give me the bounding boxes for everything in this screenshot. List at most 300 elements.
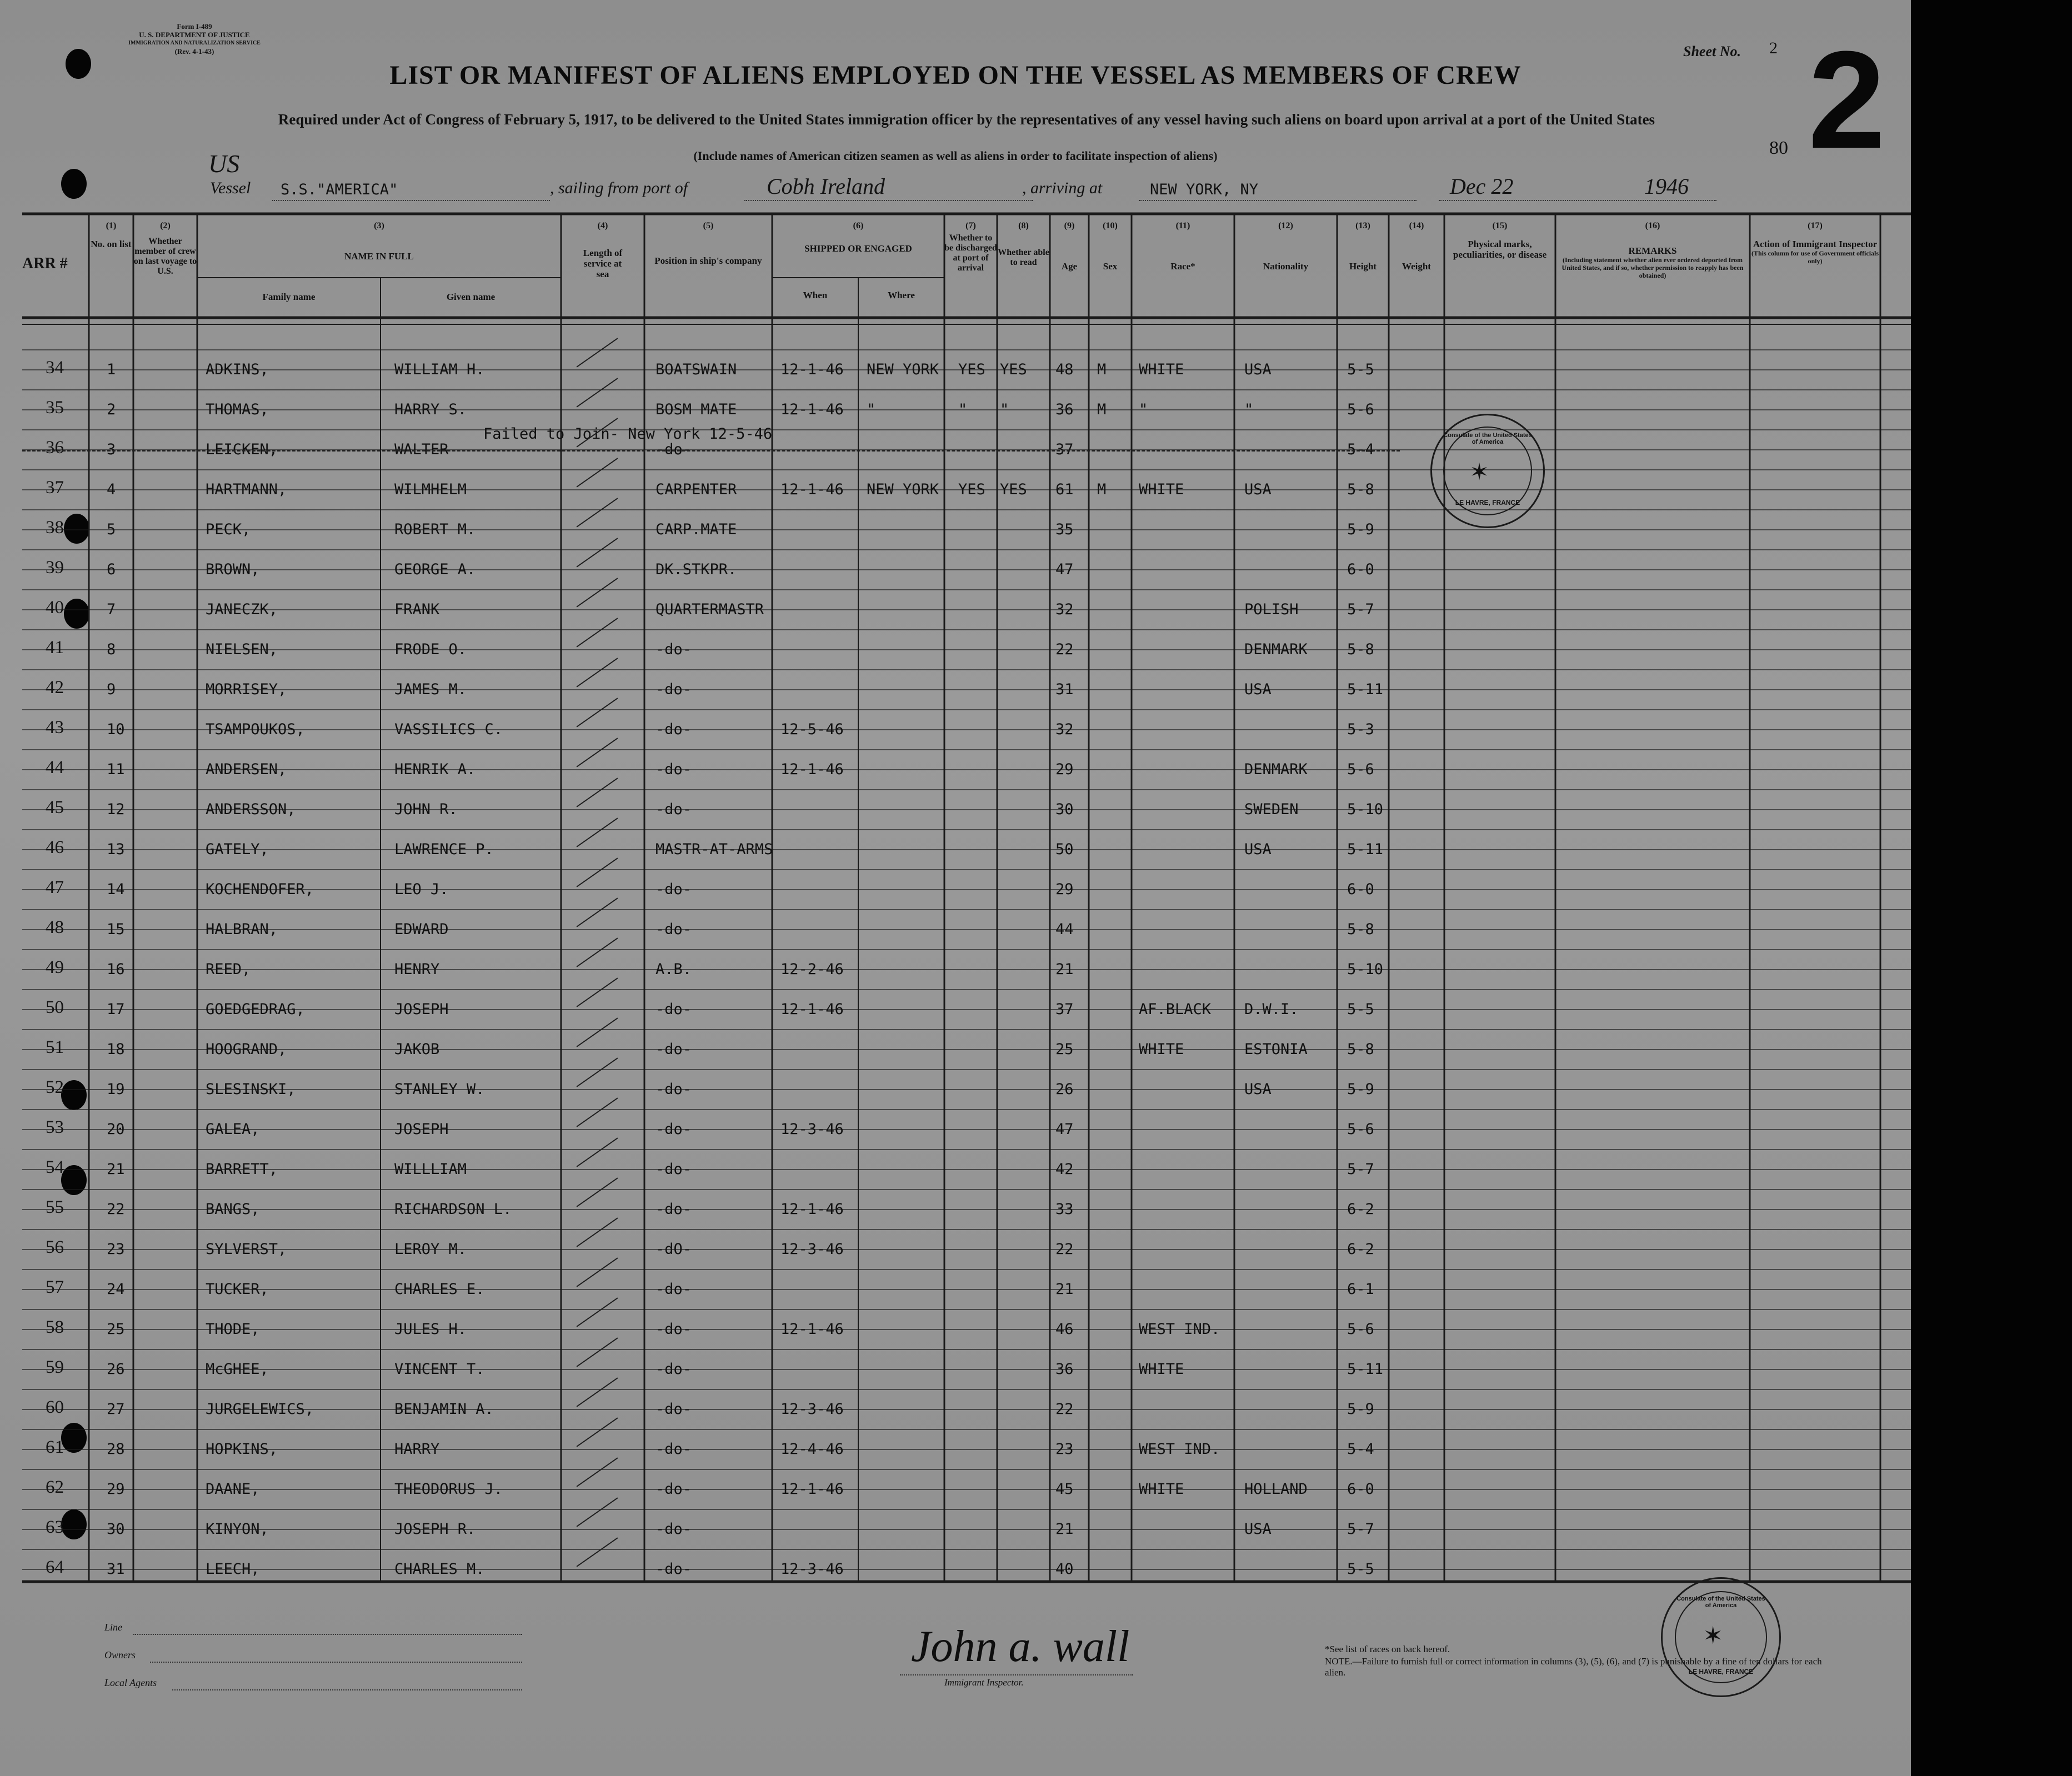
position: -do- (655, 441, 692, 458)
family-name: DAANE, (206, 1481, 260, 1498)
sex: M (1097, 401, 1107, 418)
stamp-city-text: LE HAVRE, FRANCE (1455, 499, 1520, 506)
given-name: JOSEPH R. (394, 1521, 476, 1538)
family-name: BANGS, (206, 1201, 260, 1218)
position: -do- (655, 921, 692, 938)
arr-number: 55 (46, 1197, 64, 1217)
list-number: 6 (107, 561, 116, 578)
sailing-label: , sailing from port of (550, 179, 688, 197)
arr-number: 52 (46, 1077, 64, 1097)
list-number: 23 (107, 1241, 125, 1258)
column-header-4 (561, 221, 644, 279)
given-name: WALTER (394, 441, 449, 458)
position: -do- (655, 721, 692, 738)
given-name: JAMES M. (394, 681, 467, 698)
age: 22 (1055, 1401, 1074, 1418)
height: 6-1 (1347, 1281, 1374, 1298)
height: 5-8 (1347, 641, 1374, 658)
family-name: ADKINS, (206, 361, 269, 378)
list-number: 9 (107, 681, 116, 698)
family-name: TSAMPOUKOS, (206, 721, 305, 738)
race: WEST IND. (1139, 1321, 1220, 1338)
column-label: Length of service at sea (583, 248, 623, 279)
height: 5-4 (1347, 441, 1374, 458)
shipped-where: NEW YORK (867, 361, 939, 378)
form-code-line: Form I-489 (177, 22, 212, 31)
list-number: 16 (107, 961, 125, 978)
nationality: " (1244, 401, 1254, 418)
age: 36 (1055, 401, 1074, 418)
arr-number: 45 (46, 797, 64, 817)
family-name: PECK, (206, 521, 251, 538)
height: 5-9 (1347, 1401, 1374, 1418)
column-header-1 (89, 221, 133, 249)
eagle-emblem-icon: ✶ (1704, 1618, 1722, 1651)
position: -do- (655, 1561, 692, 1578)
given-name: STANLEY W. (394, 1081, 485, 1098)
arriving-port: NEW YORK, NY (1150, 181, 1259, 198)
height: 5-7 (1347, 1161, 1374, 1178)
stamp-ring-text: Consulate of the United States of America (1443, 432, 1532, 445)
shipped-when: 12-4-46 (780, 1441, 844, 1458)
able-to-read: YES (1000, 361, 1027, 378)
inspector-signature: John a. wall (911, 1622, 1130, 1671)
position: -do- (655, 1441, 692, 1458)
list-number: 29 (107, 1481, 125, 1498)
height: 6-2 (1347, 1201, 1374, 1218)
list-number: 22 (107, 1201, 125, 1218)
age: 40 (1055, 1561, 1074, 1578)
given-name: RICHARDSON L. (394, 1201, 512, 1218)
family-name: SLESINSKI, (206, 1081, 296, 1098)
list-number: 11 (107, 761, 125, 778)
column-number: (13) (1355, 221, 1370, 230)
list-number: 26 (107, 1361, 125, 1378)
family-name: SYLVERST, (206, 1241, 287, 1258)
height: 5-11 (1347, 1361, 1384, 1378)
height: 5-7 (1347, 1521, 1374, 1538)
scan-border (1911, 0, 2072, 1776)
arr-column-header: ARR # (22, 255, 68, 272)
age: 35 (1055, 521, 1074, 538)
given-name: FRODE O. (394, 641, 467, 658)
nationality: POLISH (1244, 601, 1299, 618)
list-number: 15 (107, 921, 125, 938)
height: 6-2 (1347, 1241, 1374, 1258)
age: 21 (1055, 1281, 1074, 1298)
position: -do- (655, 1321, 692, 1338)
age: 29 (1055, 881, 1074, 898)
age: 21 (1055, 1521, 1074, 1538)
age: 21 (1055, 961, 1074, 978)
position: -do- (655, 1041, 692, 1058)
given-name: JULES H. (394, 1321, 467, 1338)
form-code-line: (Rev. 4-1-43) (174, 47, 214, 56)
column-label: Whether member of crew on last voyage to U.S. (133, 237, 197, 276)
column-sublabel: (This column for use of Government officials only) (1751, 249, 1879, 265)
family-name: BROWN, (206, 561, 260, 578)
age: 37 (1055, 441, 1074, 458)
arr-number: 63 (46, 1517, 64, 1537)
given-name: JAKOB (394, 1041, 440, 1058)
family-name: ANDERSSON, (206, 801, 296, 818)
us-mark: US (208, 149, 240, 178)
fill-line (150, 1662, 522, 1663)
page-subtitle: Required under Act of Congress of February 5, 1917, to be delivered to the United States immigration officer by the representatives of any vessel having such aliens on board upon arrival at a port of the United States (278, 111, 1655, 128)
list-number: 1 (107, 361, 116, 378)
given-name: LAWRENCE P. (394, 841, 494, 858)
family-name: THOMAS, (206, 401, 269, 418)
height: 5-3 (1347, 721, 1374, 738)
arr-number: 43 (46, 718, 64, 738)
list-number: 10 (107, 721, 125, 738)
shipped-when: 12-3-46 (780, 1401, 844, 1418)
column-header-10 (1089, 221, 1132, 272)
nationality: D.W.I. (1244, 1001, 1299, 1018)
line-label: Line (104, 1622, 123, 1633)
column-label: Height (1349, 261, 1377, 272)
nationality: DENMARK (1244, 761, 1308, 778)
arr-number: 64 (46, 1557, 64, 1577)
column-header-11 (1132, 221, 1234, 272)
age: 45 (1055, 1481, 1074, 1498)
local-agents-label: Local Agents (104, 1677, 157, 1688)
column-label: NAME IN FULL (344, 251, 414, 262)
column-label: No. on list (91, 239, 132, 249)
shipped-when: 12-2-46 (780, 961, 844, 978)
shipped-where: " (867, 401, 876, 418)
column-label: Action of Immigrant Inspector (1753, 239, 1878, 249)
family-name: LEECH, (206, 1561, 260, 1578)
shipped-when: 12-1-46 (780, 401, 844, 418)
shipped-when: 12-3-46 (780, 1241, 844, 1258)
column-header-7 (944, 221, 997, 273)
column-number: (17) (1808, 221, 1823, 230)
fill-line (900, 1674, 1133, 1675)
shipped-where: NEW YORK (867, 481, 939, 498)
arr-number: 41 (46, 638, 64, 658)
race: AF.BLACK (1139, 1001, 1212, 1018)
family-name-header: Family name (262, 292, 316, 302)
position: -dO- (655, 1241, 692, 1258)
position: CARPENTER (655, 481, 737, 498)
position: -do- (655, 881, 692, 898)
height: 6-0 (1347, 1481, 1374, 1498)
page-stamp-number: 80 (1769, 138, 1788, 158)
shipped-when: 12-5-46 (780, 721, 844, 738)
height: 5-4 (1347, 1441, 1374, 1458)
height: 5-8 (1347, 1041, 1374, 1058)
position: -do- (655, 1161, 692, 1178)
column-label: Whether able to read (998, 248, 1049, 267)
arr-number: 59 (46, 1357, 64, 1377)
arr-number: 42 (46, 678, 64, 698)
nationality: USA (1244, 1081, 1272, 1098)
height: 5-8 (1347, 921, 1374, 938)
column-header-17 (1750, 221, 1880, 265)
list-number: 13 (107, 841, 125, 858)
age: 22 (1055, 1241, 1074, 1258)
list-number: 25 (107, 1321, 125, 1338)
shipped-when: 12-1-46 (780, 1201, 844, 1218)
given-name: VASSILICS C. (394, 721, 503, 738)
position: -do- (655, 761, 692, 778)
column-number: (1) (106, 221, 117, 230)
position: -do- (655, 1521, 692, 1538)
list-number: 24 (107, 1281, 125, 1298)
discharged: YES (958, 481, 985, 498)
column-label: Age (1061, 261, 1078, 272)
family-name: NIELSEN, (206, 641, 278, 658)
height: 6-0 (1347, 881, 1374, 898)
age: 44 (1055, 921, 1074, 938)
column-header-5 (644, 221, 772, 266)
family-name: LEICKEN, (206, 441, 278, 458)
given-name: HENRY (394, 961, 440, 978)
race: WHITE (1139, 1481, 1184, 1498)
column-label: Physical marks, peculiarities, or disease (1453, 239, 1547, 260)
position: -do- (655, 1121, 692, 1138)
column-header-6 (772, 221, 944, 254)
column-number: (10) (1103, 221, 1118, 230)
arr-number: 60 (46, 1397, 64, 1417)
family-name: HARTMANN, (206, 481, 287, 498)
shipped-when: 12-1-46 (780, 1481, 844, 1498)
list-number: 7 (107, 601, 116, 618)
family-name: BARRETT, (206, 1161, 278, 1178)
race: WHITE (1139, 481, 1184, 498)
column-number: (6) (853, 221, 864, 230)
age: 31 (1055, 681, 1074, 698)
position: -do- (655, 1281, 692, 1298)
consulate-stamp (1430, 414, 1545, 528)
given-name: JOSEPH (394, 1001, 449, 1018)
column-label: REMARKS (1628, 245, 1677, 256)
list-number: 18 (107, 1041, 125, 1058)
list-number: 14 (107, 881, 125, 898)
height: 5-6 (1347, 761, 1374, 778)
age: 47 (1055, 561, 1074, 578)
position: CARP.MATE (655, 521, 737, 538)
family-name: KOCHENDOFER, (206, 881, 314, 898)
family-name: MORRISEY, (206, 681, 287, 698)
given-name: LEROY M. (394, 1241, 467, 1258)
arr-number: 46 (46, 837, 64, 857)
column-number: (7) (965, 221, 976, 230)
position: BOATSWAIN (655, 361, 737, 378)
owners-label: Owners (104, 1649, 136, 1660)
height: 6-0 (1347, 561, 1374, 578)
age: 46 (1055, 1321, 1074, 1338)
arr-number: 44 (46, 757, 64, 777)
arr-number: 53 (46, 1117, 64, 1137)
position: -do- (655, 1001, 692, 1018)
column-label: Position in ship's company (654, 255, 762, 266)
nationality: SWEDEN (1244, 801, 1299, 818)
given-name: CHARLES E. (394, 1281, 485, 1298)
shipped-when: 12-1-46 (780, 361, 844, 378)
list-number: 27 (107, 1401, 125, 1418)
eagle-emblem-icon: ✶ (1471, 454, 1488, 486)
list-number: 17 (107, 1001, 125, 1018)
arrival-year: 1946 (1644, 174, 1689, 199)
consulate-stamp (1661, 1577, 1781, 1697)
column-header-14 (1389, 221, 1444, 272)
position: -do- (655, 641, 692, 658)
family-name: REED, (206, 961, 251, 978)
arriving-label: , arriving at (1022, 179, 1103, 197)
when-header: When (803, 290, 828, 300)
sailing-port: Cobh Ireland (767, 174, 885, 199)
family-name: GATELY, (206, 841, 269, 858)
position: MASTR-AT-ARMS (655, 841, 773, 858)
column-number: (8) (1018, 221, 1029, 230)
given-name: HARRY (394, 1441, 440, 1458)
sheet-label: Sheet No. (1683, 43, 1741, 59)
race: WHITE (1139, 1361, 1184, 1378)
column-number: (16) (1645, 221, 1660, 230)
nationality: USA (1244, 361, 1272, 378)
list-number: 21 (107, 1161, 125, 1178)
page-title: LIST OR MANIFEST OF ALIENS EMPLOYED ON THE VESSEL AS MEMBERS OF CREW (389, 61, 1522, 90)
column-header-8 (997, 221, 1050, 268)
age: 32 (1055, 721, 1074, 738)
stamp-city-text: LE HAVRE, FRANCE (1688, 1668, 1754, 1675)
height: 5-11 (1347, 841, 1384, 858)
arr-number: 36 (46, 438, 64, 458)
family-name: TUCKER, (206, 1281, 269, 1298)
discharged: " (958, 401, 968, 418)
given-name: ROBERT M. (394, 521, 476, 538)
arr-number: 39 (46, 558, 64, 578)
list-number: 19 (107, 1081, 125, 1098)
position: BOSM MATE (655, 401, 737, 418)
failed-to-join-note: Failed to Join- New York 12-5-46 (483, 425, 773, 443)
given-name: JOSEPH (394, 1121, 449, 1138)
column-number: (15) (1492, 221, 1508, 230)
arr-number: 37 (46, 478, 64, 498)
list-number: 4 (107, 481, 116, 498)
age: 30 (1055, 801, 1074, 818)
height: 5-10 (1347, 961, 1384, 978)
list-number: 31 (107, 1561, 125, 1578)
list-number: 28 (107, 1441, 125, 1458)
given-name: GEORGE A. (394, 561, 476, 578)
column-label: SHIPPED OR ENGAGED (804, 243, 912, 254)
arr-number: 56 (46, 1237, 64, 1257)
shipped-when: 12-1-46 (780, 1001, 844, 1018)
vessel-label: Vessel (210, 179, 251, 197)
position: -do- (655, 801, 692, 818)
nationality: USA (1244, 481, 1272, 498)
position: A.B. (655, 961, 692, 978)
given-name: THEODORUS J. (394, 1481, 503, 1498)
column-number: (12) (1278, 221, 1293, 230)
column-header-16 (1555, 221, 1750, 279)
nationality: USA (1244, 681, 1272, 698)
position: -do- (655, 1201, 692, 1218)
fill-line (172, 1689, 522, 1690)
strike-through-line (22, 450, 1400, 451)
given-name: EDWARD (394, 921, 449, 938)
list-number: 12 (107, 801, 125, 818)
race: WHITE (1139, 361, 1184, 378)
column-label: Whether to be discharged at port of arrival (944, 233, 997, 273)
list-number: 5 (107, 521, 116, 538)
column-header-15 (1444, 221, 1555, 260)
given-name: CHARLES M. (394, 1561, 485, 1578)
age: 26 (1055, 1081, 1074, 1098)
family-name: KINYON, (206, 1521, 269, 1538)
age: 32 (1055, 601, 1074, 618)
race: WEST IND. (1139, 1441, 1220, 1458)
arr-number: 62 (46, 1477, 64, 1497)
age: 61 (1055, 481, 1074, 498)
sex: M (1097, 361, 1107, 378)
column-header-9 (1050, 221, 1089, 272)
inspector-label: Immigrant Inspector. (944, 1677, 1024, 1688)
height: 5-6 (1347, 1121, 1374, 1138)
height: 5-11 (1347, 681, 1384, 698)
shipped-when: 12-3-46 (780, 1561, 844, 1578)
stamp-ring-text: Consulate of the United States of America (1676, 1596, 1765, 1609)
races-note: *See list of races on back hereof. (1325, 1644, 1450, 1654)
arr-number: 57 (46, 1277, 64, 1297)
column-number: (14) (1409, 221, 1424, 230)
arrival-date: Dec 22 (1450, 174, 1514, 199)
height: 5-7 (1347, 601, 1374, 618)
age: 50 (1055, 841, 1074, 858)
column-number: (3) (374, 221, 384, 230)
given-name-header: Given name (446, 292, 496, 302)
family-name: HALBRAN, (206, 921, 278, 938)
given-name: HARRY S. (394, 401, 467, 418)
shipped-when: 12-1-46 (780, 481, 844, 498)
shipped-when: 12-3-46 (780, 1121, 844, 1138)
position: -do- (655, 1361, 692, 1378)
position: -do- (655, 1401, 692, 1418)
age: 23 (1055, 1441, 1074, 1458)
arr-number: 50 (46, 997, 64, 1017)
nationality: DENMARK (1244, 641, 1308, 658)
where-header: Where (888, 290, 915, 300)
height: 5-6 (1347, 1321, 1374, 1338)
form-code-line: U. S. DEPARTMENT OF JUSTICE (139, 31, 250, 39)
height: 5-6 (1347, 401, 1374, 418)
age: 42 (1055, 1161, 1074, 1178)
nationality: USA (1244, 841, 1272, 858)
age: 22 (1055, 641, 1074, 658)
list-number: 2 (107, 401, 116, 418)
column-sublabel: (Including statement whether alien ever ordered deported from United States, and if so, whether permission to reapply has been obtained) (1561, 256, 1744, 279)
given-name: VINCENT T. (394, 1361, 485, 1378)
arr-number: 40 (46, 598, 64, 618)
arr-number: 34 (46, 358, 64, 378)
position: -do- (655, 1081, 692, 1098)
family-name: GALEA, (206, 1121, 260, 1138)
arr-number: 38 (46, 518, 64, 538)
discharged: YES (958, 361, 985, 378)
age: 25 (1055, 1041, 1074, 1058)
shipped-when: 12-1-46 (780, 1321, 844, 1338)
age: 29 (1055, 761, 1074, 778)
column-header-12 (1234, 221, 1337, 272)
include-note: (Include names of American citizen seamen as well as aliens in order to facilitate inspection of aliens) (693, 149, 1218, 163)
position: -do- (655, 681, 692, 698)
list-number: 30 (107, 1521, 125, 1538)
nationality: ESTONIA (1244, 1041, 1308, 1058)
arr-number: 54 (46, 1157, 64, 1177)
